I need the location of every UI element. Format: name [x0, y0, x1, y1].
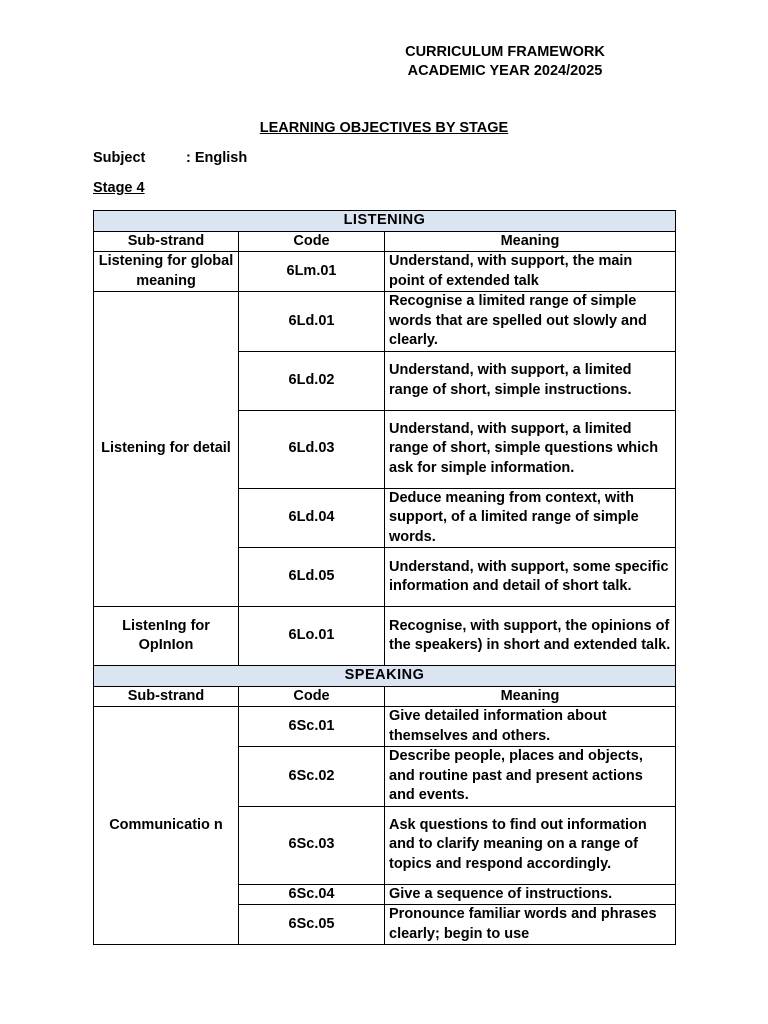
table-row [94, 707, 676, 747]
subject-line [93, 150, 247, 166]
code-cell: 6Ld.03 [239, 410, 385, 488]
col-header-meaning: Meaning [385, 231, 676, 252]
page-title: LEARNING OBJECTIVES BY STAGE [259, 120, 509, 136]
col-header-code: Code [239, 231, 385, 252]
code-cell: 6Ld.05 [239, 548, 385, 607]
section-title-listening: LISTENING [94, 211, 676, 232]
code-cell: 6Lm.01 [239, 252, 385, 292]
stage-label: Stage 4 [93, 180, 145, 196]
subject-label: Subject [93, 150, 146, 166]
column-header-row [94, 231, 676, 252]
section-header-row [94, 666, 676, 687]
meaning-cell: Ask questions to find out information and to clarify meaning on a range of topics and respond accordingly. [385, 806, 676, 884]
subject-value: : English [186, 150, 248, 166]
table-row [94, 252, 676, 292]
meaning-cell: Describe people, places and objects, and routine past and present actions and events. [385, 747, 676, 807]
col-header-code: Code [239, 686, 385, 707]
header-line-framework: CURRICULUM FRAMEWORK [405, 44, 605, 60]
code-cell: 6Ld.01 [239, 292, 385, 352]
objectives-table [93, 210, 676, 945]
code-cell: 6Ld.04 [239, 488, 385, 548]
meaning-cell: Understand, with support, some specific information and detail of short talk. [385, 548, 676, 607]
code-cell: 6Sc.01 [239, 707, 385, 747]
code-cell: 6Sc.02 [239, 747, 385, 807]
meaning-cell: Understand, with support, the main point of extended talk [385, 252, 676, 292]
meaning-cell: Recognise a limited range of simple words that are spelled out slowly and clearly. [385, 292, 676, 352]
meaning-cell: Pronounce familiar words and phrases clearly; begin to use [385, 905, 676, 945]
meaning-cell: Understand, with support, a limited range of short, simple instructions. [385, 351, 676, 410]
col-header-substrand: Sub-strand [94, 686, 239, 707]
code-cell: 6Sc.05 [239, 905, 385, 945]
table-row [94, 607, 676, 666]
meaning-cell: Give a sequence of instructions. [385, 884, 676, 905]
col-header-substrand: Sub-strand [94, 231, 239, 252]
code-cell: 6Sc.04 [239, 884, 385, 905]
code-cell: 6Sc.03 [239, 806, 385, 884]
section-header-row [94, 211, 676, 232]
code-cell: 6Ld.02 [239, 351, 385, 410]
meaning-cell: Recognise, with support, the opinions of the speakers) in short and extended talk. [385, 607, 676, 666]
substrand-cell: Communicatio n [94, 707, 239, 945]
substrand-cell: ListenIng for OpInIon [94, 607, 239, 666]
substrand-cell: Listening for detail [94, 292, 239, 607]
meaning-cell: Give detailed information about themselves and others. [385, 707, 676, 747]
code-cell: 6Lo.01 [239, 607, 385, 666]
document-header [360, 43, 650, 81]
column-header-row [94, 686, 676, 707]
meaning-cell: Deduce meaning from context, with support, of a limited range of simple words. [385, 488, 676, 548]
substrand-cell: Listening for global meaning [94, 252, 239, 292]
section-title-speaking: SPEAKING [94, 666, 676, 687]
meaning-cell: Understand, with support, a limited range of short, simple questions which ask for simple information. [385, 410, 676, 488]
table-row [94, 292, 676, 352]
col-header-meaning: Meaning [385, 686, 676, 707]
header-line-academic-year: ACADEMIC YEAR 2024/2025 [407, 63, 603, 79]
